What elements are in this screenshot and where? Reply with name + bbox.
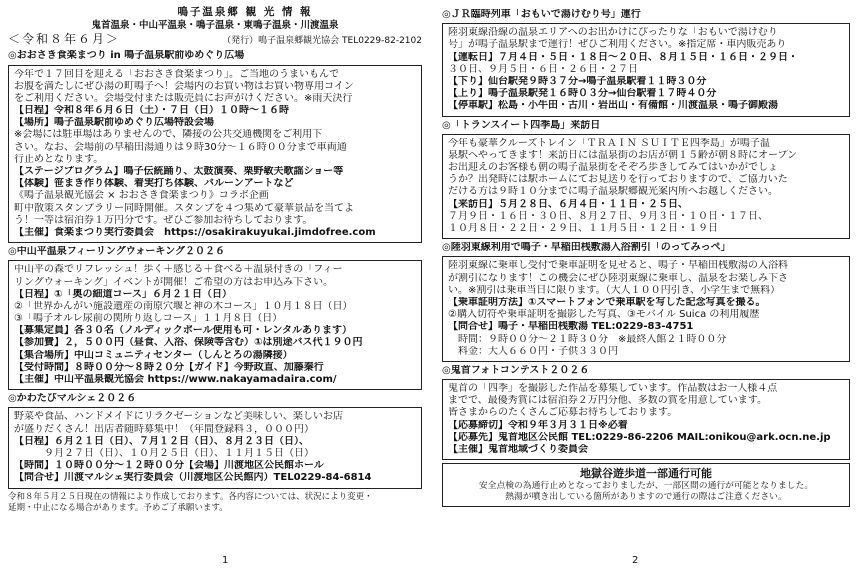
section-line: 【時間】１０時００分～１２時００分【会場】川渡地区公民館ホール [14,460,324,472]
issue-date: ＜令和８年６月＞ [8,32,121,47]
section-line: 【応募締切】令和９年３月３１日※必着 [448,419,628,431]
section-line: １０月８日・２２日・２９日、１１月５日・１２日・１９日 [448,223,718,234]
section-line: 陸羽東線に乗車し受付で乗車証明を見せると、鳴子・早稲田桟敷湯の入浴料 [448,260,788,272]
section-line: 今年も豪華クルーズトレイン「ＴＲＡＩＮ ＳＵＩＴＥ四季島」が鳴子温 [448,137,770,149]
section-line: 鬼首の「四季」を撮影した作品を募集しています。作品数はお一人様４点 [448,383,778,395]
section-title: ◎ＪＲ臨時列車「おもいで湯けむり号」運行 [442,9,641,20]
section-line: 【日程】①「奥の細道コース」６月２１日（日） [14,288,232,300]
section-title: ◎鬼首フォトコンテスト２０２６ [442,364,590,376]
section-line: ③「鳴子オルレ尿前の関所り返しコース」１１月８日（日） [14,313,283,325]
section-line: が割引になります！この機会にぜひ陸羽東線に乗車し、温泉をお楽しみ下さ [448,272,788,284]
page-one-sections [8,50,422,488]
section-line: 【体験】笹まき作り体験、着実打ち体験、バルーンアートなど [14,178,294,190]
section-line: う！一等は宿泊券１万円分です。ぜひご参加お待ちしております。 [14,214,313,226]
section-line: 泉駅へやってきます！来訪日には温泉街のお店が朝１５齢が朝８時にオープン [448,149,798,161]
section-line: 【参加費】２，５００円（昼食、入浴、保険等含む）①は別途バス代１９０円 [14,337,363,349]
section-line: さい。なお、会場前の早稲田湯通りは９時30分～１６時００分まで車両通 [14,141,347,153]
section-line: 【問合せ】川渡マルシェ実行委員会（川渡地区公民館内）TEL0229-84-6814 [14,472,372,484]
section-line: 【下り】仙台駅発９時３７分→鳴子温泉駅着１１時３０分 [448,75,707,87]
section-line: 【主催】中山平温泉観光協会 https://www.nakayamadaira.com/ [14,374,337,386]
section-line: い。※割引は乗車当日に限ります。（大人１００円引き、小学生まで無料） [448,284,781,296]
publisher: （発行）鳴子温泉郷観光協会 TEL0229-82-2102 [222,36,422,47]
section-title: ◎おおさき食楽まつり in 鳴子温泉駅前ゆめぐり広場 [8,50,245,62]
section-line: 【募集定員】各３０名（ノルディックポール使用も可・レンタルあります） [14,325,352,337]
section-box [8,65,422,244]
section-box [442,23,850,116]
section-line: 【主催】食楽まつり実行委員会 https://osakirakuyukai.jimdofree.com [14,226,376,238]
section-line: 《鳴子温泉観光協会 × おおさき食楽まつり》コラボ企画 [14,190,269,202]
newsletter-title: 鳴子温泉郷 観 光 情 報 [177,6,313,18]
section-line: 中山平の森でリフレッシュ！歩く＋感じる＋食べる＋温泉付きの「フィー [14,264,343,276]
section-line: ７月９日・１６日・３０日、８月２７日、９月３日・１０日・１７日、 [448,210,768,222]
section-line: ３０日、９月５日・６日・２６日・２７日 [448,63,638,75]
section-line: 【集合場所】中山コミュニティセンター（しんとろの湯隣接） [14,349,293,361]
section-title: ◎「トランスイート四季島」来訪日 [442,119,601,131]
section-line: 【受付時間】８時００分～８時２０分【ガイド】今野政直、加藤秦行 [14,361,324,373]
header-row [8,32,422,47]
section-line: 【停車駅】松島・小牛田・古川・岩出山・有備館・川渡温泉・鳴子御殿湯 [448,100,778,112]
section-line: 号」が鳴子温泉駅まで運行！ぜひご利用ください。※指定席・車内販売あり [448,39,787,51]
footnote-line: 令和８年５月２５日現在の情報により作成しております。各内容については、状況により変更・ [8,491,373,502]
section-line: 今年で１７回目を迎える「おおさき食楽まつり」。ご当地のうまいもんで [14,68,339,80]
section-box [442,379,850,460]
section-line: お腹を満たしにぜひ湯の町鳴子へ！会場内のお買い物はお買い物専用コイン [14,80,354,92]
page-two [430,0,860,570]
section-box [442,134,850,240]
section-title: ◎かわたびマルシェ２０２６ [8,393,137,405]
section-line: だける方は９時１０分までに鳴子温泉駅郷観光案内所へお越しください。 [448,186,778,198]
section-line: ②購入切符や乗車証明を撮影した写真、③モバイル Suica の利用履歴 [448,309,760,321]
section-line: 【乗車証明方法】①スマートフォンで乗車駅を写した記念写真を撮る。 [448,296,766,308]
section-line: 【日程】６月２１日（日）、７月１２日（日）、８月２３日（日）、 [14,435,309,447]
section-line: 【問合せ】鳴子・早稲田桟敷湯 TEL:0229-83-4751 [448,321,694,333]
section-line: 【来訪日】５月２８日、６月４日・１１日・２５日、 [448,198,688,210]
section-box [442,256,850,362]
section-line: 【上り】鳴子温泉駅発１６時０３分→仙台駅着１７時４０分 [448,88,717,100]
section-line: 【主催】鬼首地域づくり委員会 [448,444,588,455]
section-line: 行止めとなります。 [14,153,104,165]
section-box [8,407,422,488]
page-two-sections [442,9,850,460]
newsletter-subtitle: 鬼首温泉・中山平温泉・鳴子温泉・東鳴子温泉・川渡温泉 [91,19,339,31]
section-title: ◎陸羽東線利用で鳴子・早稲田桟敷湯入浴割引「のってみっぺ」 [442,242,731,254]
section-line: ※会場には駐車場はありませんので、隣接の公共交通機関をご利用下 [14,129,323,141]
section-line: が盛りだくさん！出店者随時募集中！（年間登録料３，０００円） [14,423,314,435]
section-line: 陸羽東線沿線の温泉エリアへのお出かけにぴったりな「おもいで湯けむり [448,27,778,39]
section-line: ９月２７日（日）、１０月２５日（日）、１１月１５日（日） [14,447,314,459]
section-line: うか？出発時には駅ホームにてお見送りを行っておりますので、ご協力いた [448,174,788,186]
footnote-line: 延期・中止になる場合があります。予めご了承願います。 [8,502,228,513]
notice-box [442,463,850,507]
section-box [8,260,422,390]
notice-line: 安全点検の為通行止めとなっておりましたが、一部区間の通行が可能となりました。 [478,480,814,491]
page-number: 2 [632,554,639,566]
footnote [8,492,422,514]
section-line: までで、最優秀賞には宿泊券２万円分他、多数の賞を用意しています。 [448,395,767,407]
section-line: 【応募先】鬼首地区公民館 TEL:0229-86-2206 MAIL:onikou@ark.ocn.ne.jp [448,431,831,443]
section-line: リングウォーキング」イベントが開催！ご希望の方はお申込み下さい。 [14,276,334,288]
section-line: ②「世界かんがい施設遺産の南原穴堰と神の木コース」１０月１８日（日） [14,300,353,312]
section-title: ◎中山平温泉フィーリングウォーキング２０２６ [8,246,226,258]
section-line: 【場所】鳴子温泉駅前ゆめぐり広場特設会場 [14,117,214,129]
section-line: 皆さまからのたくさんご応募お待ちしております。 [448,407,678,419]
section-line: お出迎えのお客様も朝の鳴子温泉街をそぞろ歩きしてみてはいかがでしょ [448,162,778,174]
section-line: 【運転日】７月４日・５日・１８日～２０日、８月１５日・１６日・２９日・ [448,51,798,63]
section-line: 【ステージプログラム】鳴子伝統踊り、太鼓演奏、栗野敏夫歌謡ショー等 [14,166,344,178]
section-line: 【日程】令和８年６月６日（土）・７日（日）１０時～１６時 [14,105,289,117]
section-line: 時間：９時００分～２１時３０分 ※最終入館２１時００分 [448,333,727,345]
notice-title: 地獄谷遊歩道一部通行可能 [580,467,712,481]
section-line: 料金：大人６６０円・子供３３０円 [448,345,618,357]
section-line: 野菜や食品、ハンドメイドにリラクゼーションなど美味しい、楽しいお店 [14,411,343,423]
notice-line: 熱湯が噴き出している箇所がありますので通行の際はご注意ください。 [505,492,787,503]
section-line: をご利用ください。会場受付または販売員にお声がけください。※雨天決行 [14,92,353,104]
section-line: 町中散策スタンプラリー同時開催。スタンプを４つ集めて豪華景品を当てよ [14,202,354,214]
page-number: 1 [222,554,229,566]
